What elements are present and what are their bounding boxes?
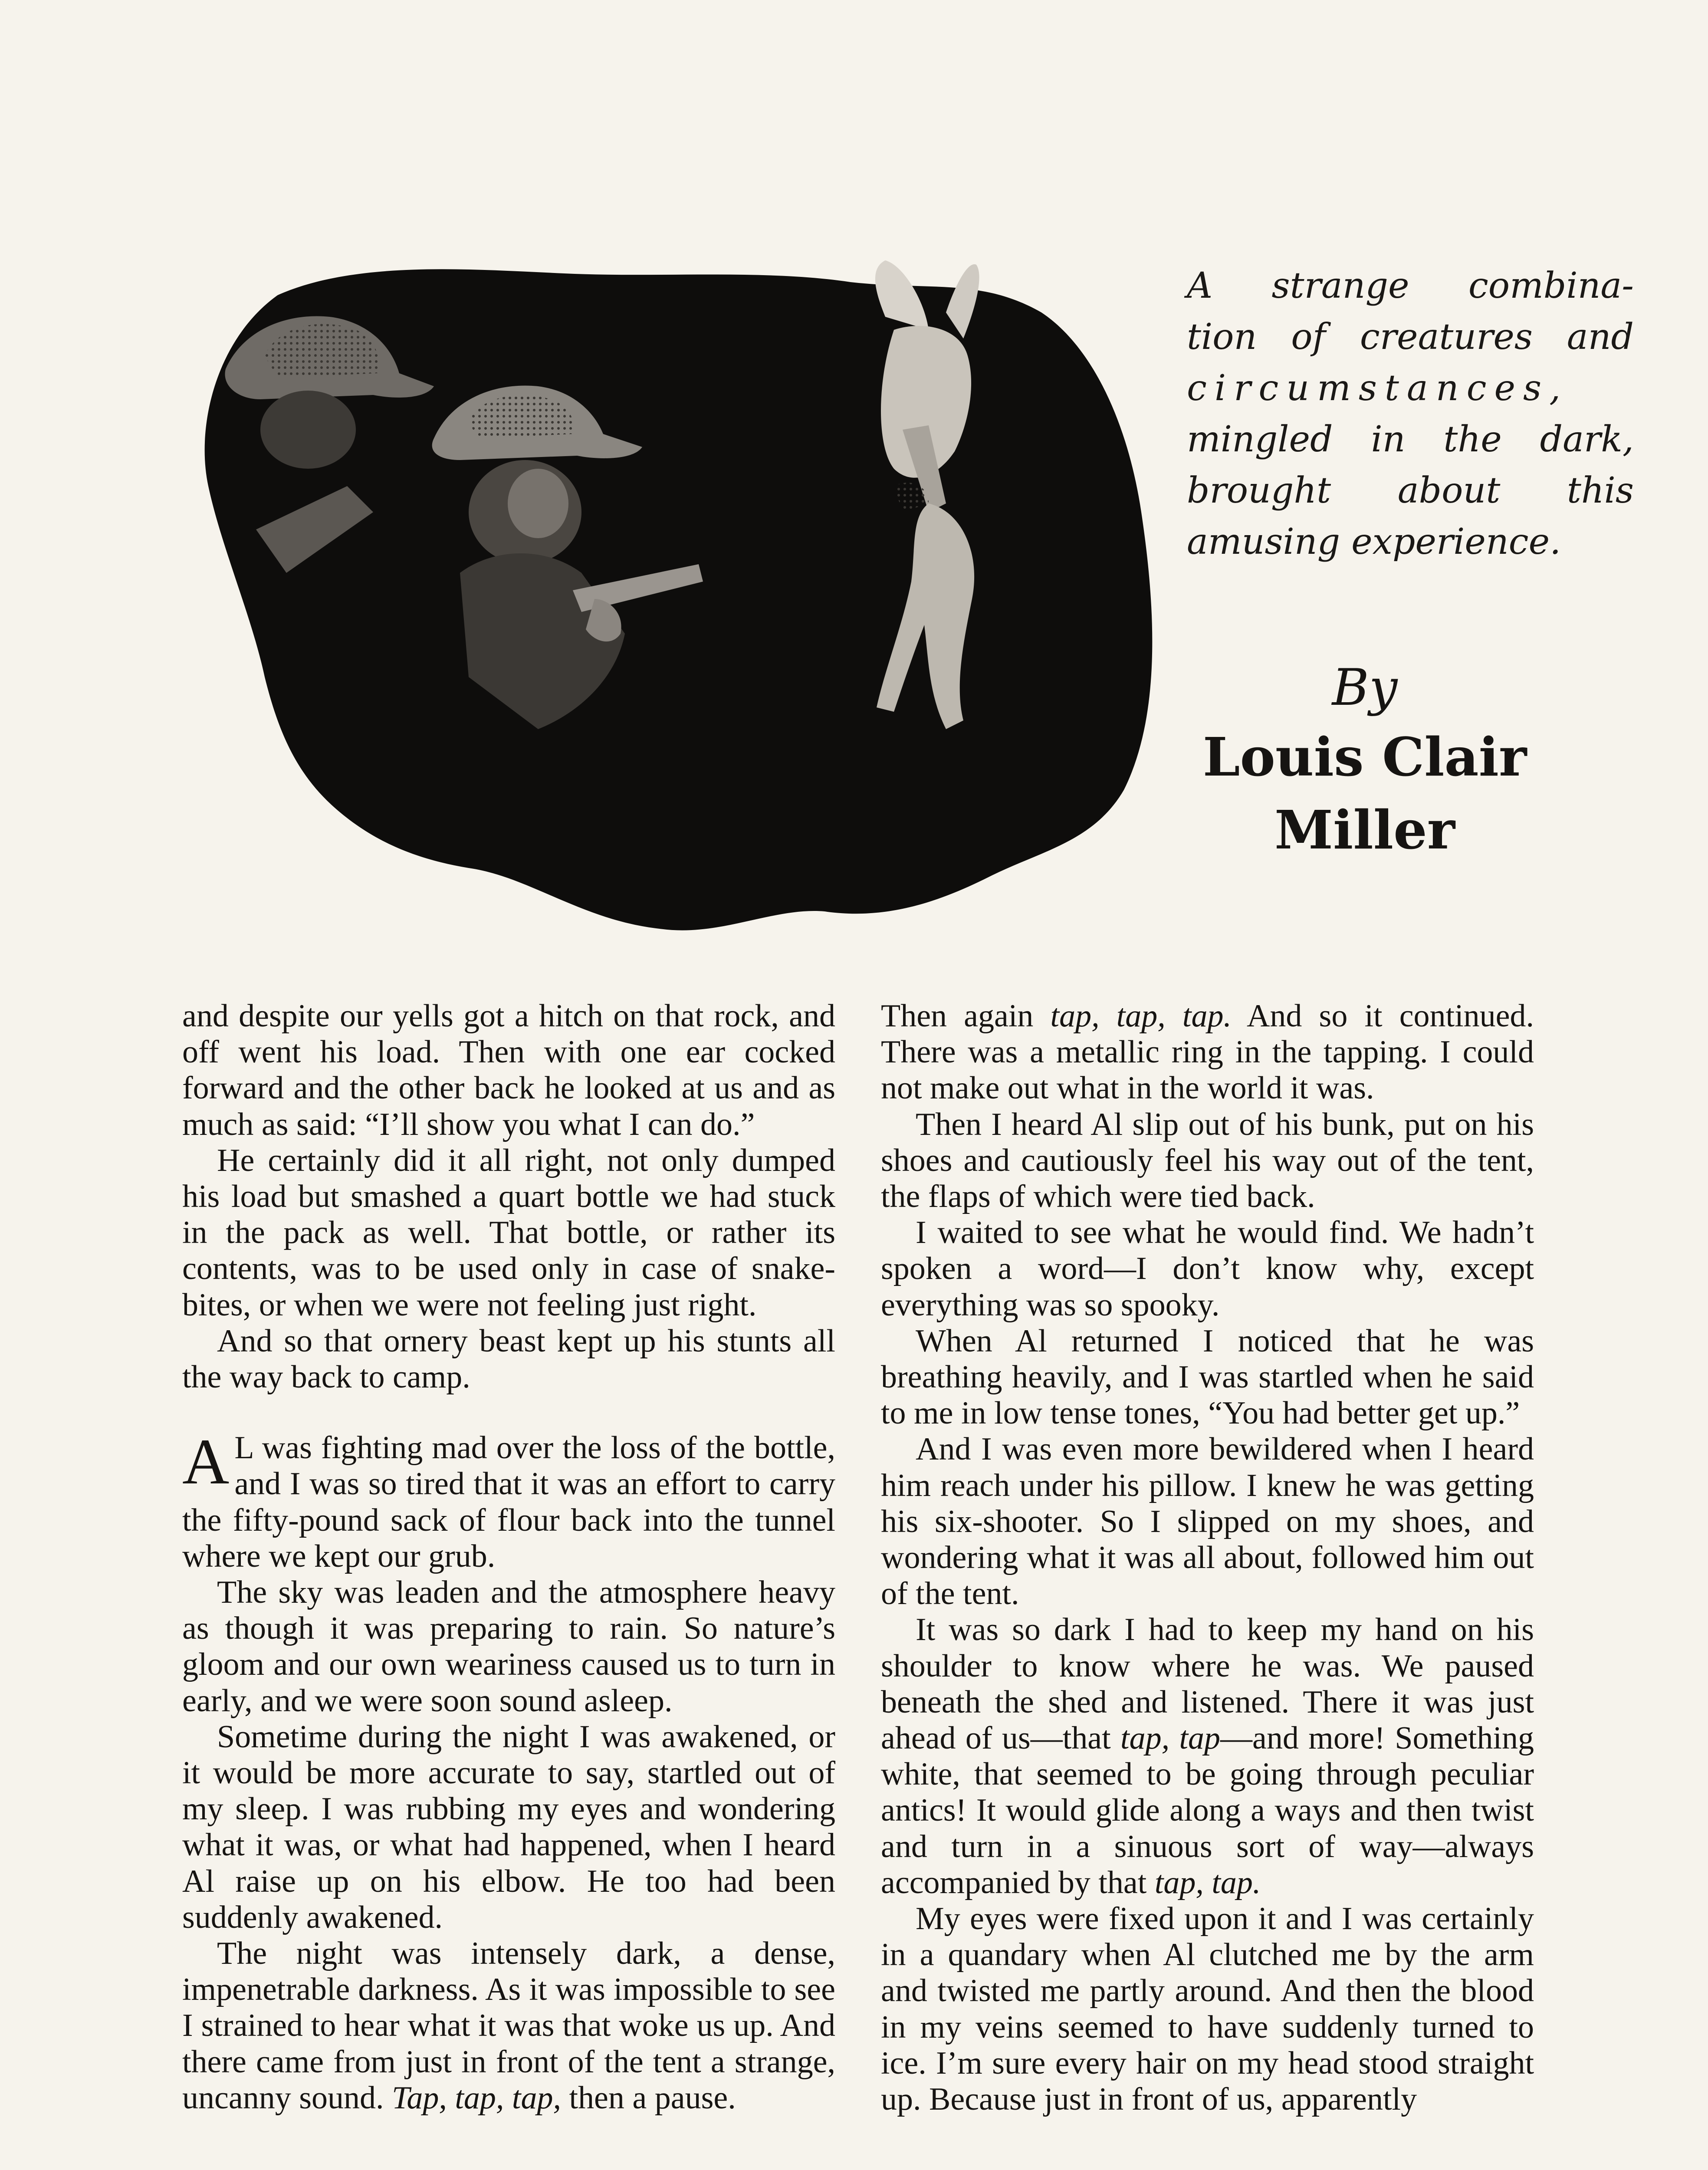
paragraph: And I was even more bewildered when I heard him reach under his pillow. I knew he was getting his six-shooter. So I slipped on my shoes, and wondering what it was all about, followed him out of the tent. [881, 1431, 1534, 1612]
author-name: Miller [1274, 799, 1455, 861]
paragraph-text: And so it continued. There was a metallic ring in the tapping. I could not make out what in the world it was. [881, 998, 1534, 1106]
paragraph-text: It was so dark I had to keep my hand on his shoulder to know where he was. We paused beneath the shed and listened. There it was just ahead of us—that [881, 1612, 1534, 1756]
paragraph-text: The night was intensely dark, a dense, impenetrable darkness. As it was impossible to see I strained to hear what it was that woke us up. And there came from just in front of the tent a strange, uncanny sound. [182, 1936, 835, 2116]
author-name: Louis Clair [1202, 726, 1527, 788]
paragraph-text: then a pause. [561, 2080, 736, 2116]
blurb-line: circumstances, [1187, 368, 1569, 409]
blurb-line: tion of creatures and [1187, 316, 1634, 358]
byline [1137, 655, 1593, 866]
paragraph: My eyes were fixed upon it and I was certainly in a quandary when Al clutched me by the arm and twisted me partly around. And then the blood in my veins seemed to have suddenly turned to ice. I’m sure every hair on my head stood straight up. Because just in front of us, apparently [881, 1901, 1534, 2117]
right-text-column [881, 998, 1534, 2117]
paragraph: He certainly did it all right, not only dumped his load but smashed a quart bottle we had stuck in the pack as well. That bottle, or rather its contents, was to be used only in case of snake-bites, or when we were not feeling just right. [182, 1142, 835, 1323]
paragraph-text: —and more! Something white, that seemed to be going through peculiar antics! It would glide along a ways and then twist and turn in a sinuous sort of way—always accompanied by that [881, 1720, 1534, 1900]
left-text-column [182, 998, 835, 2116]
paragraph: and despite our yells got a hitch on that rock, and off went his load. Then with one ear cocked forward and the other back he looked at us and as much as said: “I’ll show you what I can do.” [182, 998, 835, 1142]
paragraph-text: Then again [881, 998, 1051, 1034]
illustration-artwork [191, 243, 1172, 946]
story-illustration [191, 243, 1172, 946]
byline-by: By [1332, 658, 1398, 717]
drop-cap: A [182, 1426, 230, 1498]
paragraph [881, 998, 1534, 1107]
emphasis-text: tap, tap, tap. [1050, 998, 1232, 1034]
paragraph: When Al returned I noticed that he was breathing heavily, and I was startled when he said to me in low tense tones, “You had better get up.” [881, 1323, 1534, 1431]
paragraph: The sky was leaden and the atmosphere heavy as though it was preparing to rain. So nature’s gloom and our own weariness caused us to turn in early, and we were soon sound asleep. [182, 1575, 835, 1719]
blurb-line: mingled in the dark, [1187, 419, 1634, 460]
paragraph [182, 1936, 835, 2116]
blurb-line: brought about this [1187, 470, 1634, 511]
paragraph [182, 1426, 835, 1575]
story-blurb [1187, 260, 1634, 568]
paragraph [881, 1612, 1534, 1901]
paragraph-text: L was fighting mad over the loss of the bottle, and I was so tired that it was an effort to carry the fifty-pound sack of flour back into the tunnel where we kept our grub. [182, 1430, 835, 1574]
paragraph: Sometime during the night I was awakened, or it would be more accurate to say, startled out of my sleep. I was rubbing my eyes and wondering what it was, or what had happened, when I heard Al raise up on his elbow. He too had been suddenly awakened. [182, 1719, 835, 1935]
blurb-line: amusing experience. [1187, 521, 1561, 562]
section-break [182, 1395, 835, 1430]
paragraph: And so that ornery beast kept up his stunts all the way back to camp. [182, 1323, 835, 1395]
blurb-line: A strange combina- [1187, 265, 1634, 306]
paragraph: I waited to see what he would find. We hadn’t spoken a word—I don’t know why, except everything was so spooky. [881, 1215, 1534, 1323]
emphasis-text: tap, tap. [1154, 1864, 1261, 1900]
paragraph: Then I heard Al slip out of his bunk, put on his shoes and cautiously feel his way out of the tent, the flaps of which were tied back. [881, 1106, 1534, 1215]
emphasis-text: tap, tap [1120, 1720, 1221, 1756]
emphasis-text: Tap, tap, tap, [392, 2080, 561, 2116]
